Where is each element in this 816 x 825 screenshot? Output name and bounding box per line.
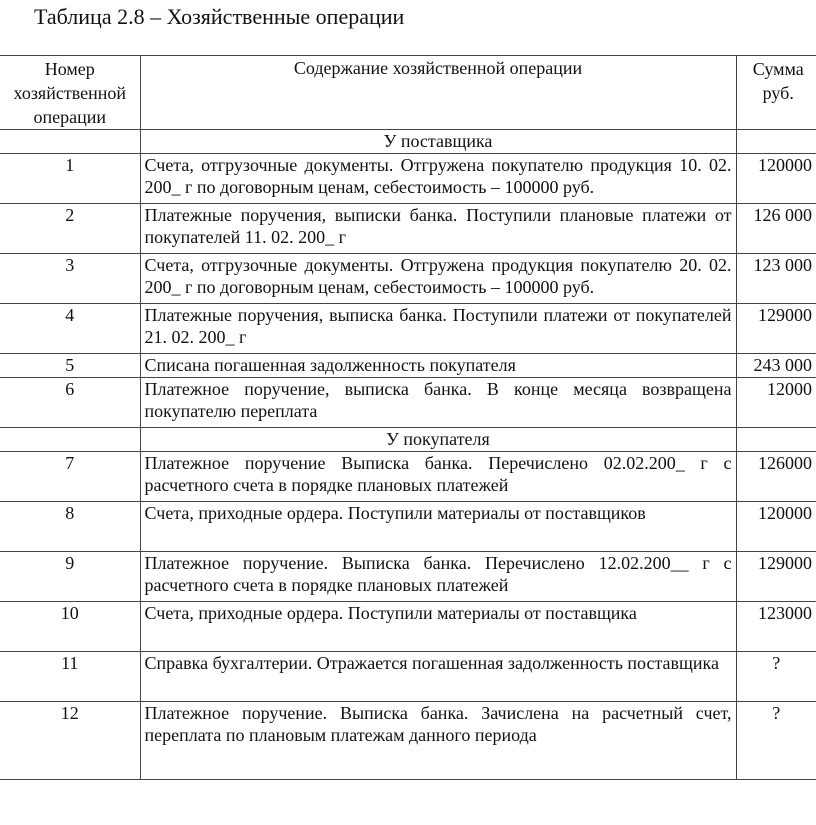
operation-description: Платежное поручение, выписка банка. В конце месяца возвращена покупателю переплата <box>140 378 736 428</box>
operations-table <box>0 55 816 780</box>
operation-number: 5 <box>0 354 140 378</box>
header-description: Содержание хозяйственной операции <box>140 56 736 130</box>
section-empty-cell <box>736 428 816 452</box>
operation-description: Платежное поручение. Выписка банка. Зачислена на расчетный счет, переплата по плановым платежам данного периода <box>140 702 736 780</box>
table-row <box>0 602 816 652</box>
operation-sum: 120000 <box>736 154 816 204</box>
table-row <box>0 552 816 602</box>
operation-description: Справка бухгалтерии. Отражается погашенная задолженность поставщика <box>140 652 736 702</box>
operation-sum: ? <box>736 702 816 780</box>
operation-sum: 12000 <box>736 378 816 428</box>
header-number: Номер хозяйственной операции <box>0 56 140 130</box>
table-row <box>0 502 816 552</box>
section-empty-cell <box>736 130 816 154</box>
operation-number: 11 <box>0 652 140 702</box>
operation-number: 7 <box>0 452 140 502</box>
operation-number: 8 <box>0 502 140 552</box>
operation-sum: 126 000 <box>736 204 816 254</box>
operation-description: Списана погашенная задолженность покупателя <box>140 354 736 378</box>
table-row <box>0 204 816 254</box>
section-title: У покупателя <box>140 428 736 452</box>
operation-number: 2 <box>0 204 140 254</box>
operation-sum: ? <box>736 652 816 702</box>
table-row <box>0 354 816 378</box>
section-row <box>0 130 816 154</box>
table-row <box>0 652 816 702</box>
table-row <box>0 304 816 354</box>
section-empty-cell <box>0 428 140 452</box>
operation-description: Платежное поручение Выписка банка. Перечислено 02.02.200_ г с расчетного счета в порядке плановых платежей <box>140 452 736 502</box>
operation-sum: 126000 <box>736 452 816 502</box>
operation-description: Счета, отгрузочные документы. Отгружена покупателю продукция 10. 02. 200_ г по договорным ценам, себестоимость – 100000 руб. <box>140 154 736 204</box>
operation-sum: 123 000 <box>736 254 816 304</box>
operation-number: 3 <box>0 254 140 304</box>
table-row <box>0 452 816 502</box>
table-row <box>0 702 816 780</box>
operation-description: Счета, приходные ордера. Поступили материалы от поставщиков <box>140 502 736 552</box>
operation-sum: 129000 <box>736 304 816 354</box>
operation-description: Счета, приходные ордера. Поступили материалы от поставщика <box>140 602 736 652</box>
operation-sum: 129000 <box>736 552 816 602</box>
table-row <box>0 154 816 204</box>
table-caption: Таблица 2.8 – Хозяйственные операции <box>34 4 405 29</box>
operation-description: Счета, отгрузочные документы. Отгружена продукция покупателю 20. 02. 200_ г по договорным ценам, себестоимость – 100000 руб. <box>140 254 736 304</box>
operation-number: 10 <box>0 602 140 652</box>
operation-description: Платежные поручения, выписки банка. Поступили плановые платежи от покупателей 11. 02. 200_ г <box>140 204 736 254</box>
operation-number: 6 <box>0 378 140 428</box>
table-row <box>0 254 816 304</box>
operation-sum: 120000 <box>736 502 816 552</box>
header-sum: Сумма руб. <box>736 56 816 130</box>
header-row <box>0 56 816 130</box>
operation-number: 4 <box>0 304 140 354</box>
operation-number: 1 <box>0 154 140 204</box>
table-row <box>0 378 816 428</box>
operation-number: 12 <box>0 702 140 780</box>
section-row <box>0 428 816 452</box>
section-empty-cell <box>0 130 140 154</box>
operation-sum: 243 000 <box>736 354 816 378</box>
operation-sum: 123000 <box>736 602 816 652</box>
operation-number: 9 <box>0 552 140 602</box>
operation-description: Платежные поручения, выписка банка. Поступили платежи от покупателей 21. 02. 200_ г <box>140 304 736 354</box>
operation-description: Платежное поручение. Выписка банка. Перечислено 12.02.200__ г с расчетного счета в порядке плановых платежей <box>140 552 736 602</box>
section-title: У поставщика <box>140 130 736 154</box>
